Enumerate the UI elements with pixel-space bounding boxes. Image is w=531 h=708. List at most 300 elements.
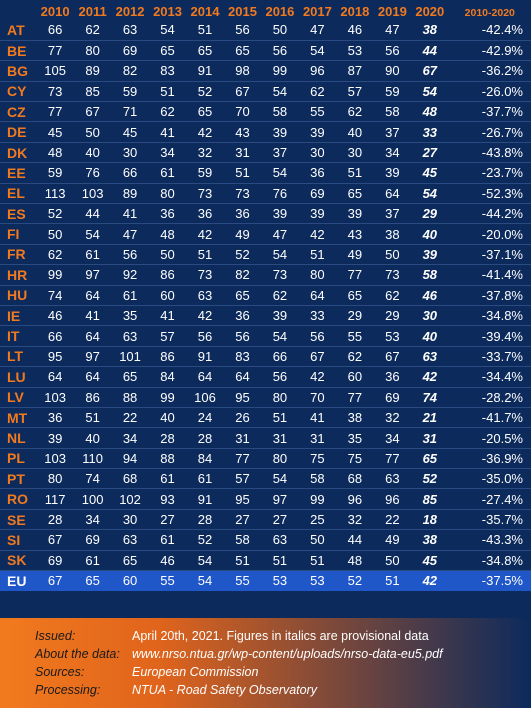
value-cell-2012: 82 [111,61,148,81]
processing-label: Processing: [35,683,101,697]
header-row [0,0,531,20]
change-cell: -34.4% [449,367,531,387]
value-cell-2014: 106 [186,387,223,407]
table-row [0,530,531,550]
value-cell-2016: 47 [261,224,298,244]
year-header-2011: 2011 [78,4,107,19]
change-cell: -28.2% [449,387,531,407]
value-cell-2020: 38 [422,22,438,38]
value-cell-2020: 27 [411,142,448,162]
value-cell-2020: 52 [411,469,448,489]
year-header-2018: 2018 [340,4,370,19]
table-row [0,265,531,285]
value-cell-2016: 56 [261,367,298,387]
value-cell-2012: 101 [111,346,148,366]
value-cell-2016: 56 [261,40,298,60]
value-cell-2012: 56 [111,244,148,264]
value-cell-2013: 61 [149,530,186,550]
value-cell-2019: 49 [374,530,411,550]
value-cell-2018: 62 [336,102,373,122]
value-cell-2020: 54 [411,81,448,101]
value-cell-2014: 65 [186,102,223,122]
value-cell-2010: 50 [36,224,73,244]
change-cell: -42.4% [481,22,523,38]
value-cell-2015: 31 [224,428,261,448]
value-cell-2013: 61 [149,469,186,489]
value-cell-2010: 77 [36,40,73,60]
value-cell-2019: 32 [374,407,411,427]
value-cell-2020: 42 [411,367,448,387]
value-cell-2013: 55 [149,571,186,591]
change-cell: -43.8% [449,142,531,162]
value-cell-2016: 54 [261,469,298,489]
footer-about [35,645,443,663]
table-row [0,387,531,407]
value-cell-2015: 27 [224,509,261,529]
sources-label: Sources: [35,665,85,679]
value-cell-2014: 42 [186,224,223,244]
value-cell-2010: 80 [36,469,73,489]
value-cell-2019: 59 [374,81,411,101]
value-cell-2020: 30 [411,305,448,325]
value-cell-2020: 40 [411,224,448,244]
value-cell-2010: 103 [36,448,73,468]
value-cell-2014: 52 [186,81,223,101]
value-cell-2013: 86 [149,265,186,285]
value-cell-2015: 51 [224,550,261,570]
country-code: LU [0,367,36,387]
value-cell-2010: 36 [36,407,73,427]
value-cell-2012: 65 [111,367,148,387]
value-cell-2014: 52 [186,530,223,550]
value-cell-2013: 83 [149,61,186,81]
value-cell-2013: 54 [160,22,175,38]
sources-value: European Commission [132,665,259,679]
value-cell-2019: 39 [374,163,411,183]
value-cell-2010: 67 [36,571,73,591]
value-cell-2013: 28 [149,428,186,448]
value-cell-2015: 70 [224,102,261,122]
value-cell-2018: 75 [336,448,373,468]
value-cell-2019: 36 [374,367,411,387]
value-cell-2015: 95 [224,489,261,509]
country-code: IT [0,326,36,346]
value-cell-2013: 62 [149,102,186,122]
value-cell-2020: 40 [411,326,448,346]
change-cell: -39.4% [449,326,531,346]
value-cell-2017: 96 [299,61,336,81]
value-cell-2013: 57 [149,326,186,346]
value-cell-2013: 86 [149,346,186,366]
change-cell: -41.7% [449,407,531,427]
value-cell-2011: 85 [74,81,111,101]
value-cell-2012: 88 [111,387,148,407]
value-cell-2012: 69 [111,40,148,60]
value-cell-2016: 54 [261,326,298,346]
value-cell-2018: 48 [336,550,373,570]
value-cell-2013: 80 [149,183,186,203]
value-cell-2017: 51 [299,244,336,264]
table-row [0,346,531,366]
table-row [0,571,531,591]
value-cell-2017: 42 [299,367,336,387]
value-cell-2018: 57 [336,81,373,101]
value-cell-2011: 69 [74,530,111,550]
value-cell-2019: 34 [374,428,411,448]
value-cell-2014: 51 [197,22,213,38]
value-cell-2016: 80 [261,387,298,407]
value-cell-2016: 54 [261,163,298,183]
value-cell-2014: 61 [186,469,223,489]
value-cell-2015: 83 [224,346,261,366]
value-cell-2019: 64 [374,183,411,203]
value-cell-2015: 36 [224,305,261,325]
value-cell-2010: 59 [36,163,73,183]
value-cell-2010: 113 [36,183,73,203]
value-cell-2017: 67 [299,346,336,366]
value-cell-2014: 59 [186,163,223,183]
value-cell-2018: 46 [347,22,363,38]
country-code: HR [0,265,36,285]
value-cell-2012: 60 [111,571,148,591]
value-cell-2020: 54 [411,183,448,203]
value-cell-2011: 67 [74,102,111,122]
value-cell-2010: 52 [36,204,73,224]
value-cell-2014: 36 [186,204,223,224]
value-cell-2015: 43 [224,122,261,142]
country-code: DK [0,142,36,162]
table-row [0,469,531,489]
value-cell-2017: 31 [299,428,336,448]
value-cell-2011: 100 [74,489,111,509]
value-cell-2013: 34 [149,142,186,162]
table-row [0,61,531,81]
value-cell-2020: 18 [411,509,448,529]
value-cell-2012: 65 [111,550,148,570]
value-cell-2014: 91 [186,61,223,81]
value-cell-2010: 73 [36,81,73,101]
country-code: ES [0,204,36,224]
value-cell-2013: 27 [149,509,186,529]
value-cell-2020: 44 [411,40,448,60]
value-cell-2017: 25 [299,509,336,529]
value-cell-2016: 39 [261,204,298,224]
value-cell-2016: 63 [261,530,298,550]
value-cell-2017: 55 [299,102,336,122]
value-cell-2012: 41 [111,204,148,224]
value-cell-2019: 22 [374,509,411,529]
table-row [0,142,531,162]
value-cell-2019: 73 [374,265,411,285]
value-cell-2017: 75 [299,448,336,468]
value-cell-2011: 62 [85,22,100,38]
value-cell-2019: 50 [374,550,411,570]
value-cell-2017: 30 [299,142,336,162]
value-cell-2011: 97 [74,346,111,366]
table-row [0,183,531,203]
value-cell-2017: 41 [299,407,336,427]
table-row [0,550,531,570]
value-cell-2014: 54 [186,571,223,591]
change-cell: -34.8% [449,305,531,325]
change-cell: -52.3% [449,183,531,203]
value-cell-2019: 29 [374,305,411,325]
change-cell: -34.8% [449,550,531,570]
country-code: SK [0,550,36,570]
value-cell-2013: 41 [149,122,186,142]
value-cell-2016: 51 [261,550,298,570]
table-row [0,326,531,346]
country-code: EL [0,183,36,203]
value-cell-2020: 58 [411,265,448,285]
table-row [0,428,531,448]
change-cell: -27.4% [449,489,531,509]
country-code: BE [0,40,36,60]
value-cell-2019: 37 [374,204,411,224]
value-cell-2010: 99 [36,265,73,285]
table-row [0,489,531,509]
change-cell: -23.7% [449,163,531,183]
value-cell-2012: 92 [111,265,148,285]
change-cell: -35.0% [449,469,531,489]
value-cell-2010: 62 [36,244,73,264]
table-row [0,20,531,40]
country-code: CZ [0,102,36,122]
value-cell-2011: 80 [74,40,111,60]
value-cell-2010: 48 [36,142,73,162]
value-cell-2010: 28 [36,509,73,529]
value-cell-2011: 65 [74,571,111,591]
value-cell-2020: 21 [411,407,448,427]
value-cell-2013: 46 [149,550,186,570]
value-cell-2019: 67 [374,346,411,366]
value-cell-2014: 54 [186,550,223,570]
value-cell-2015: 77 [224,448,261,468]
value-cell-2016: 76 [261,183,298,203]
value-cell-2010: 95 [36,346,73,366]
value-cell-2014: 24 [186,407,223,427]
table-row [0,367,531,387]
value-cell-2019: 56 [374,40,411,60]
value-cell-2011: 54 [74,224,111,244]
value-cell-2018: 60 [336,367,373,387]
value-cell-2012: 22 [111,407,148,427]
issued-label: Issued: [35,629,76,643]
value-cell-2019: 37 [374,122,411,142]
value-cell-2016: 54 [261,81,298,101]
value-cell-2014: 42 [186,305,223,325]
value-cell-2017: 39 [299,204,336,224]
value-cell-2017: 99 [299,489,336,509]
change-cell: -26.7% [449,122,531,142]
country-code: SE [0,509,36,529]
footer-processing [35,681,317,699]
value-cell-2015: 55 [224,571,261,591]
value-cell-2011: 76 [74,163,111,183]
value-cell-2012: 68 [111,469,148,489]
change-cell: -33.7% [449,346,531,366]
country-code: EU [0,571,36,591]
value-cell-2016: 27 [261,509,298,529]
about-value: www.nrso.ntua.gr/wp-content/uploads/nrso-data-eu5.pdf [132,647,443,661]
value-cell-2014: 84 [186,448,223,468]
value-cell-2018: 77 [336,265,373,285]
value-cell-2015: 51 [224,163,261,183]
value-cell-2016: 50 [272,22,288,38]
value-cell-2012: 61 [111,285,148,305]
change-cell: -36.2% [449,61,531,81]
country-code: BG [0,61,36,81]
value-cell-2017: 80 [299,265,336,285]
value-cell-2016: 31 [261,428,298,448]
value-cell-2019: 90 [374,61,411,81]
change-cell: -20.5% [449,428,531,448]
table-row [0,163,531,183]
value-cell-2010: 46 [36,305,73,325]
value-cell-2015: 36 [224,204,261,224]
value-cell-2014: 65 [186,40,223,60]
year-header-2017: 2017 [302,4,332,19]
value-cell-2013: 36 [149,204,186,224]
value-cell-2010: 103 [36,387,73,407]
year-header-2019: 2019 [377,4,407,19]
value-cell-2018: 40 [336,122,373,142]
value-cell-2018: 49 [336,244,373,264]
year-header-2016: 2016 [265,4,295,19]
value-cell-2012: 63 [122,22,138,38]
value-cell-2015: 67 [224,81,261,101]
table-row [0,81,531,101]
value-cell-2016: 62 [261,285,298,305]
value-cell-2015: 56 [224,326,261,346]
change-cell: -37.1% [449,244,531,264]
value-cell-2018: 43 [336,224,373,244]
value-cell-2017: 33 [299,305,336,325]
value-cell-2019: 96 [374,489,411,509]
value-cell-2010: 69 [36,550,73,570]
change-cell: -20.0% [449,224,531,244]
value-cell-2017: 62 [299,81,336,101]
value-cell-2011: 110 [74,448,111,468]
value-cell-2020: 39 [411,244,448,264]
value-cell-2017: 42 [299,224,336,244]
value-cell-2019: 62 [374,285,411,305]
value-cell-2013: 40 [149,407,186,427]
value-cell-2018: 62 [336,346,373,366]
value-cell-2018: 38 [336,407,373,427]
value-cell-2018: 29 [336,305,373,325]
footer-issued [35,627,429,645]
value-cell-2011: 64 [74,285,111,305]
value-cell-2020: 67 [411,61,448,81]
value-cell-2012: 47 [111,224,148,244]
change-cell: -35.7% [449,509,531,529]
value-cell-2015: 31 [224,142,261,162]
value-cell-2011: 34 [74,509,111,529]
value-cell-2016: 73 [261,265,298,285]
value-cell-2011: 89 [74,61,111,81]
country-code: IE [0,305,36,325]
value-cell-2012: 66 [111,163,148,183]
country-code: EE [0,163,36,183]
value-cell-2015: 49 [224,224,261,244]
value-cell-2012: 30 [111,509,148,529]
value-cell-2016: 51 [261,407,298,427]
value-cell-2010: 77 [36,102,73,122]
value-cell-2012: 94 [111,448,148,468]
table-row [0,244,531,264]
value-cell-2011: 40 [74,428,111,448]
value-cell-2018: 96 [336,489,373,509]
value-cell-2018: 51 [336,163,373,183]
value-cell-2016: 37 [261,142,298,162]
value-cell-2012: 63 [111,530,148,550]
value-cell-2016: 39 [261,122,298,142]
table-row [0,122,531,142]
value-cell-2010: 66 [36,326,73,346]
country-code: DE [0,122,36,142]
country-code: MT [0,407,36,427]
value-cell-2012: 34 [111,428,148,448]
value-cell-2017: 69 [299,183,336,203]
value-cell-2016: 54 [261,244,298,264]
value-cell-2014: 28 [186,509,223,529]
value-cell-2018: 65 [336,183,373,203]
value-cell-2016: 99 [261,61,298,81]
value-cell-2011: 103 [74,183,111,203]
value-cell-2017: 39 [299,122,336,142]
change-cell: -36.9% [449,448,531,468]
value-cell-2014: 91 [186,489,223,509]
value-cell-2020: 42 [411,571,448,591]
value-cell-2013: 50 [149,244,186,264]
value-cell-2015: 73 [224,183,261,203]
value-cell-2020: 38 [411,530,448,550]
value-cell-2020: 45 [411,163,448,183]
value-cell-2018: 53 [336,40,373,60]
value-cell-2012: 35 [111,305,148,325]
value-cell-2018: 87 [336,61,373,81]
year-header-2015: 2015 [228,4,257,19]
value-cell-2017: 53 [299,571,336,591]
processing-value: NTUA - Road Safety Observatory [132,683,318,697]
value-cell-2010: 67 [36,530,73,550]
value-cell-2013: 93 [149,489,186,509]
year-header-2014: 2014 [190,4,220,19]
value-cell-2019: 50 [374,244,411,264]
country-code: LT [0,346,36,366]
value-cell-2018: 77 [336,387,373,407]
value-cell-2020: 33 [411,122,448,142]
table-row [0,285,531,305]
table-row [0,224,531,244]
value-cell-2015: 95 [224,387,261,407]
table-row [0,407,531,427]
value-cell-2014: 42 [186,122,223,142]
header-corner [0,0,36,20]
value-cell-2015: 56 [235,22,250,38]
value-cell-2011: 61 [74,550,111,570]
value-cell-2016: 39 [261,305,298,325]
value-cell-2012: 45 [111,122,148,142]
value-cell-2013: 61 [149,163,186,183]
value-cell-2019: 34 [374,142,411,162]
country-code: SI [0,530,36,550]
value-cell-2010: 45 [36,122,73,142]
value-cell-2020: 63 [411,346,448,366]
value-cell-2016: 97 [261,489,298,509]
value-cell-2013: 41 [149,305,186,325]
